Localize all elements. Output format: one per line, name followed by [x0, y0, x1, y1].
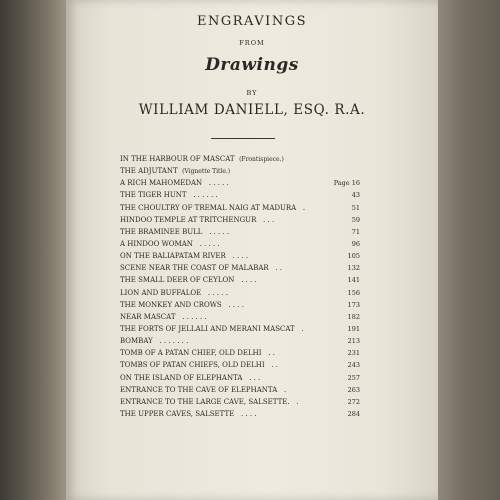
entry-page: Page 16 [333, 179, 360, 188]
list-item [120, 262, 360, 274]
entry-title: ENTRANCE TO THE LARGE CAVE, SALSETTE. [120, 397, 290, 406]
leader-dots: . . . . . [207, 288, 228, 297]
list-item [120, 323, 360, 335]
list-item [120, 347, 360, 359]
list-item [120, 214, 360, 226]
entry-title: ENTRANCE TO THE CAVE OF ELEPHANTA [120, 385, 278, 394]
entry-page: 284 [347, 409, 360, 418]
entry-note: (Vignette Title.) [182, 168, 231, 176]
entry-page: 213 [347, 337, 360, 346]
list-item [120, 274, 360, 286]
list-item [120, 359, 360, 371]
leader-dots: . . . . . [209, 227, 230, 236]
leader-dots: . . . [249, 373, 261, 382]
leader-dots: . . . [263, 215, 275, 224]
entry-title: THE BRAMINEE BULL [120, 227, 203, 236]
leader-dots: . [302, 203, 306, 212]
heading-engravings: ENGRAVINGS [197, 14, 307, 29]
entry-page: 105 [347, 252, 360, 261]
entry-title: ON THE BALIAPATAM RIVER [120, 252, 226, 261]
adjacent-surface [438, 0, 500, 500]
list-item [120, 299, 360, 311]
entry-page: 257 [347, 373, 360, 382]
entry-page: 173 [347, 300, 360, 309]
entry-title: THE ADJUTANT [120, 167, 178, 176]
leader-dots: . . . . [241, 276, 257, 285]
entry-page: 71 [351, 227, 360, 236]
entry-title: LION AND BUFFALOE [120, 288, 202, 297]
entry-page: 96 [351, 239, 360, 248]
leader-dots: . [301, 324, 304, 333]
entry-title: NEAR MASCAT [120, 312, 176, 321]
heading-by: BY [246, 89, 258, 97]
leader-dots: . . [271, 361, 279, 370]
entry-page: 272 [347, 397, 360, 406]
entry-title: HINDOO TEMPLE AT TRITCHENGUR [120, 215, 257, 224]
entry-title: ON THE ISLAND OF ELEPHANTA [120, 373, 243, 382]
entry-page: 132 [347, 264, 360, 273]
leader-dots: . [283, 385, 287, 394]
entry-title: A RICH MAHOMEDAN [120, 179, 203, 188]
entry-page: 59 [351, 215, 360, 224]
list-item [120, 287, 360, 299]
list-item [120, 177, 360, 189]
list-item [120, 250, 360, 262]
entry-page: 182 [347, 312, 360, 321]
leader-dots: . . . . . [208, 179, 229, 188]
heading-artist-name: WILLIAM DANIELL, ESQ. R.A. [138, 102, 366, 118]
list-item [120, 226, 360, 238]
leader-dots: . [296, 397, 299, 406]
entry-title: THE CHOULTRY OF TREMAL NAIG AT MADURA [120, 203, 297, 212]
list-item [120, 153, 360, 165]
list-item [120, 202, 360, 214]
entry-note: (Frontispiece.) [239, 156, 284, 163]
entry-title: THE MONKEY AND CROWS [120, 300, 222, 309]
list-item [120, 238, 360, 250]
entry-title: THE FORTS OF JELLALI AND MERANI MASCAT [120, 324, 295, 333]
entry-title: THE UPPER CAVES, SALSETTE [120, 409, 235, 418]
entry-title: BOMBAY [120, 337, 153, 346]
entry-title: SCENE NEAR THE COAST OF MALABAR [120, 264, 269, 273]
leader-dots: . . . . [240, 409, 257, 418]
entry-page: 191 [347, 324, 360, 333]
list-item [120, 408, 360, 420]
list-item [120, 396, 360, 408]
entry-title: THE SMALL DEER OF CEYLON [120, 276, 235, 285]
list-item [120, 384, 360, 396]
leader-dots: . . . . . [199, 239, 220, 248]
list-item [120, 311, 360, 323]
heading-from: FROM [239, 39, 265, 47]
entry-page: 156 [347, 288, 360, 297]
list-item [120, 189, 360, 201]
leader-dots: . . . . . . . [159, 337, 189, 346]
list-item [120, 372, 360, 384]
entry-title: THE TIGER HUNT [120, 191, 187, 200]
list-item [120, 165, 360, 177]
entry-page: 51 [351, 203, 360, 212]
entry-page: 141 [347, 276, 360, 285]
leader-dots: . . [268, 349, 275, 358]
leader-dots: . . . . . . [193, 191, 218, 200]
entry-title: TOMBS OF PATAN CHIEFS, OLD DELHI [120, 361, 265, 370]
leader-dots: . . . . [232, 252, 249, 261]
leader-dots: . . . . [228, 300, 244, 309]
entry-page: 263 [347, 385, 360, 394]
leader-dots: . . . . . . [182, 312, 207, 321]
leader-dots: . . [275, 264, 283, 273]
entry-title: A HINDOO WOMAN [120, 239, 193, 248]
entry-page: 231 [347, 349, 360, 358]
divider-rule [211, 138, 275, 139]
entry-page: 43 [351, 191, 360, 200]
entry-title: TOMB OF A PATAN CHIEF, OLD DELHI [120, 349, 262, 358]
list-item [120, 335, 360, 347]
book-binding-edge [0, 0, 66, 500]
entry-page: 243 [347, 361, 360, 370]
heading-drawings: Drawings [205, 55, 299, 75]
entry-title: IN THE HARBOUR OF MASCAT [120, 155, 235, 163]
engravings-list [120, 153, 360, 420]
